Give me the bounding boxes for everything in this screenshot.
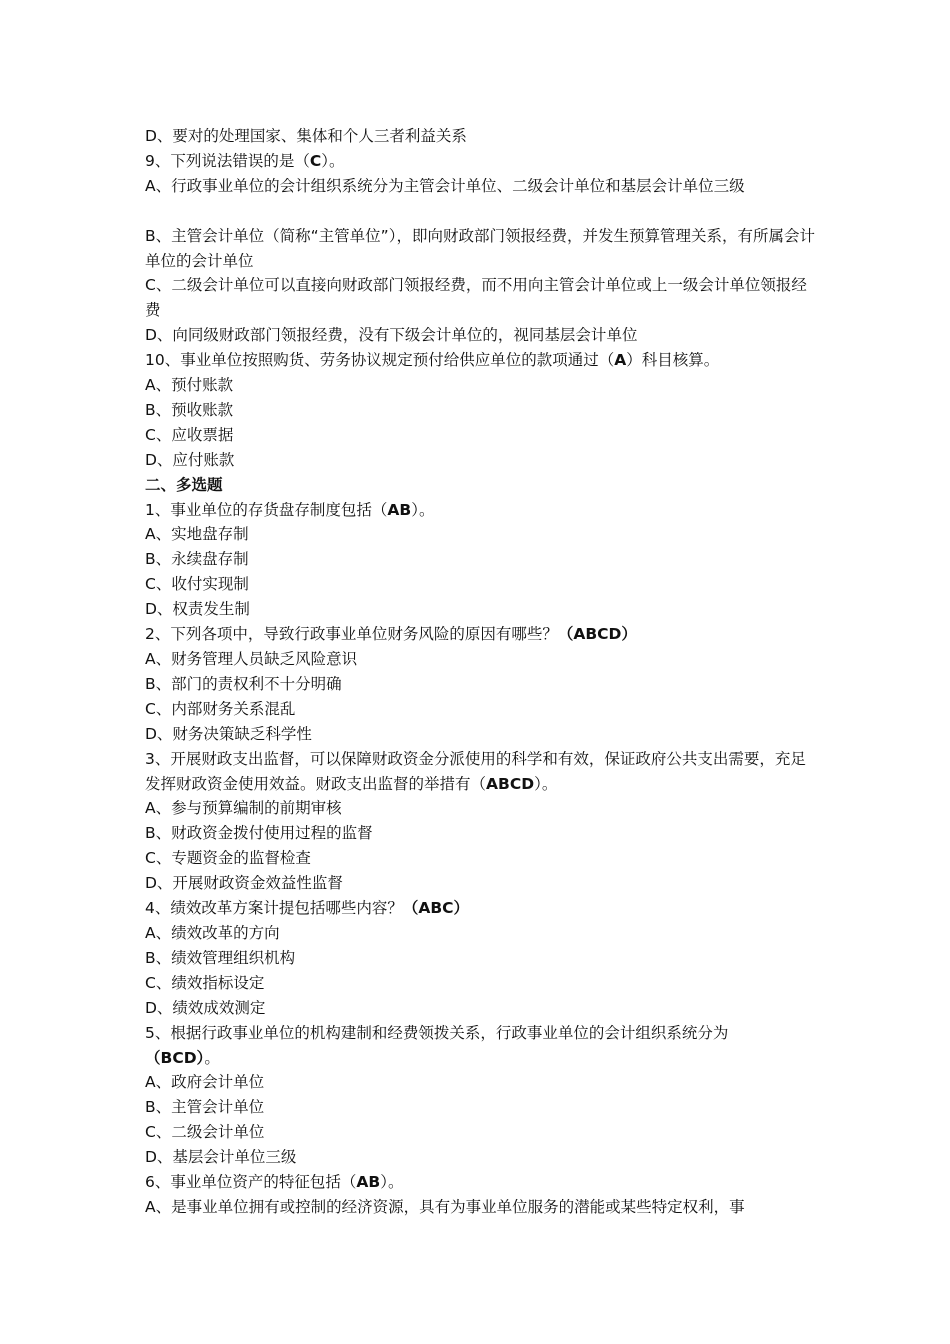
line-text: D、应付账款 [145,450,235,469]
document-body [145,124,817,1220]
text-line [145,672,817,697]
line-text: D、财务决策缺乏科学性 [145,724,312,743]
line-text: C、专题资金的监督检查 [145,849,311,868]
answer-text: 二、多选题 [145,475,223,494]
answer-text: ABCD [486,774,535,793]
line-text: A、行政事业单位的会计组织系统分为主管会计单位、二级会计单位和基层会计单位三级 [145,176,745,195]
line-text: B、主管会计单位 [145,1098,265,1117]
line-text: D、要对的处理国家、集体和个人三者利益关系 [145,127,467,145]
line-text: A、政府会计单位 [145,1073,265,1092]
text-line [145,498,817,523]
text-line [145,697,817,722]
line-text: 1、事业单位的存货盘存制度包括（ [145,500,388,519]
text-line [145,448,817,473]
text-line [145,398,817,423]
line-text: A、是事业单位拥有或控制的经济资源，具有为事业单位服务的潜能或某些特定权利，事 [145,1197,745,1216]
line-suffix: ）科目核算。 [626,351,720,370]
text-line [145,747,817,797]
text-line [145,124,817,149]
text-line [145,149,817,174]
line-text: C、二级会计单位可以直接向财政部门领报经费，而不用向主管会计单位或上一级会计单位领报经费 [145,276,807,320]
text-line [145,1021,817,1046]
line-text: B、绩效管理组织机构 [145,948,296,967]
text-line [145,896,817,921]
answer-text: A [614,351,627,370]
text-line [145,323,817,348]
line-suffix: ）。 [534,774,558,793]
text-line [145,423,817,448]
line-text: A、财务管理人员缺乏风险意识 [145,650,358,669]
line-text: C、收付实现制 [145,575,249,594]
line-text: 10、事业单位按照购货、劳务协议规定预付给供应单位的款项通过（ [145,351,615,370]
text-line [145,1120,817,1145]
text-line [145,572,817,597]
line-text: B、预收账款 [145,400,234,419]
line-text: 6、事业单位资产的特征包括（ [145,1173,357,1192]
line-suffix: ）。 [380,1173,404,1192]
line-text: A、实地盘存制 [145,525,249,544]
text-line [145,647,817,672]
answer-text: C [309,151,322,170]
line-text: B、财政资金拨付使用过程的监督 [145,824,373,843]
line-text: D、向同级财政部门领报经费，没有下级会计单位的，视同基层会计单位 [145,326,638,345]
line-text: D、开展财政资金效益性监督 [145,874,343,893]
text-line [145,996,817,1021]
line-text: D、基层会计单位三级 [145,1148,297,1167]
text-line [145,821,817,846]
text-line [145,1170,817,1195]
line-text: A、预付账款 [145,376,234,395]
answer-text: （BCD） [145,1048,205,1067]
line-text: 3、开展财政支出监督，可以保障财政资金分派使用的科学和有效，保证政府公共支出需要，充足发挥财政资金使用效益。财政支出监督的举措有（ [145,749,806,793]
line-suffix: ）。 [411,500,435,519]
text-line [145,224,817,274]
text-line [145,1070,817,1095]
line-text: C、应收票据 [145,425,234,444]
answer-text: （ABC） [402,899,470,918]
line-text: A、绩效改革的方向 [145,923,280,942]
line-text: 4、绩效改革方案计提包括哪些内容？ [145,899,403,918]
line-text: 5、根据行政事业单位的机构建制和经费领拨关系，行政事业单位的会计组织系统分为 [145,1023,729,1042]
text-line [145,722,817,747]
text-line [145,547,817,572]
text-line [145,473,817,498]
text-line [145,921,817,946]
text-line [145,373,817,398]
answer-text: （ABCD） [557,625,637,644]
text-line [145,846,817,871]
text-line [145,1195,817,1220]
text-line [145,796,817,821]
line-text: C、内部财务关系混乱 [145,699,296,718]
line-text: B、永续盘存制 [145,550,249,569]
line-text: B、主管会计单位（简称“主管单位”），即向财政部门领报经费，并发生预算管理关系，有所属会计单位的会计单位 [145,226,815,270]
line-text: 2、下列各项中，导致行政事业单位财务风险的原因有哪些？ [145,625,558,644]
blank-line [145,199,817,224]
line-text: A、参与预算编制的前期审核 [145,799,342,818]
line-text: B、部门的责权利不十分明确 [145,674,342,693]
line-text: C、二级会计单位 [145,1123,265,1142]
text-line [145,597,817,622]
text-line [145,1046,817,1071]
text-line [145,1145,817,1170]
line-suffix: 。 [204,1048,220,1067]
answer-text: AB [387,500,412,519]
text-line [145,273,817,323]
answer-text: AB [356,1173,381,1192]
text-line [145,174,817,199]
line-text: C、绩效指标设定 [145,973,265,992]
line-text: D、绩效成效测定 [145,998,266,1017]
text-line [145,971,817,996]
line-text: D、权责发生制 [145,600,250,619]
text-line [145,1095,817,1120]
text-line [145,348,817,373]
text-line [145,622,817,647]
text-line [145,522,817,547]
text-line [145,871,817,896]
line-suffix: ）。 [321,151,345,170]
text-line [145,946,817,971]
line-text: 9、下列说法错误的是（ [145,151,310,170]
